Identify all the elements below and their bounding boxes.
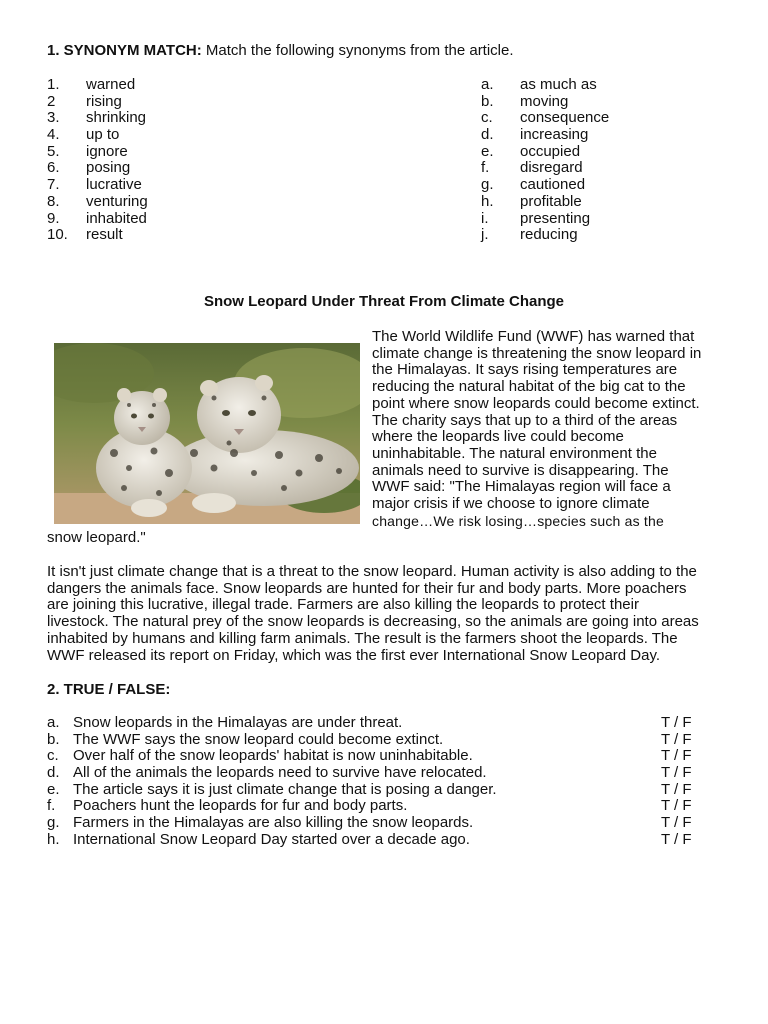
item-letter: f. <box>47 797 56 815</box>
true-false-item <box>47 815 697 832</box>
item-word: posing <box>86 159 131 177</box>
synonym-match-row <box>481 194 609 211</box>
true-false-choice: T / F <box>661 730 692 748</box>
item-letter: c. <box>47 747 59 765</box>
true-false-choice: T / F <box>661 747 692 765</box>
synonym-match-row <box>481 127 609 144</box>
intro-line: climate change is threatening the snow leopard in <box>372 344 702 362</box>
item-word: rising <box>86 92 122 110</box>
paragraph-line: livestock. The natural prey of the snow leopards is decreasing, so the animals are going into areas <box>47 613 699 631</box>
item-letter: f. <box>481 159 490 177</box>
item-statement: The article says it is just climate change that is posing a danger. <box>73 780 497 798</box>
item-letter: g. <box>47 814 60 832</box>
item-number: 6. <box>47 159 60 177</box>
synonym-word-row <box>47 110 148 127</box>
snow-leopard-photo <box>54 343 360 524</box>
item-letter: d. <box>481 126 494 144</box>
synonym-match-row <box>481 110 609 127</box>
paragraph-line: inhabited by humans and killing farm animals. The result is the farmers shoot the leopards. The <box>47 629 678 647</box>
intro-line: point where snow leopards could become extinct. <box>372 394 700 412</box>
synonym-word-list <box>47 77 148 244</box>
synonym-heading-number: 1. SYNONYM MATCH: <box>47 42 202 59</box>
intro-tail: snow leopard." <box>47 529 146 546</box>
intro-line: where the leopards live could become <box>372 428 624 446</box>
synonym-word-row <box>47 160 148 177</box>
true-false-choice: T / F <box>661 814 692 832</box>
paragraph-line: are joining this lucrative, illegal trade. Farmers are also killing the leopards to protect their <box>47 596 639 614</box>
synonym-word-row <box>47 177 148 194</box>
item-number: 8. <box>47 192 60 210</box>
intro-line: animals need to survive is disappearing. The <box>372 461 669 479</box>
synonym-match-row <box>481 227 609 244</box>
item-word: presenting <box>520 209 591 227</box>
synonym-match-row <box>481 77 609 94</box>
paragraph-line: dangers the animals face. Snow leopards are hunted for their fur and body parts. More poachers <box>47 579 687 597</box>
item-word: warned <box>86 76 136 93</box>
item-word: reducing <box>520 226 578 244</box>
true-false-heading: 2. TRUE / FALSE: <box>47 681 171 698</box>
intro-line: The charity says that up to a third of the areas <box>372 411 678 429</box>
item-letter: b. <box>481 92 494 110</box>
item-letter: i. <box>481 209 489 227</box>
item-number: 10. <box>47 226 68 244</box>
true-false-item <box>47 765 697 782</box>
true-false-item <box>47 732 697 749</box>
synonym-word-row <box>47 144 148 161</box>
synonym-word-row <box>47 211 148 228</box>
item-letter: a. <box>481 76 494 93</box>
item-word: ignore <box>86 142 128 160</box>
item-letter: c. <box>481 109 493 127</box>
synonym-match-row <box>481 144 609 161</box>
item-letter: e. <box>481 142 494 160</box>
true-false-choice: T / F <box>661 780 692 798</box>
item-number: 3. <box>47 109 60 127</box>
true-false-choice: T / F <box>661 830 692 848</box>
synonym-word-row <box>47 194 148 211</box>
intro-line: The World Wildlife Fund (WWF) has warned that <box>372 328 695 345</box>
true-false-item <box>47 798 697 815</box>
intro-line: major crisis if we choose to ignore climate <box>372 495 650 513</box>
synonym-word-row <box>47 127 148 144</box>
item-statement: Snow leopards in the Himalayas are under threat. <box>73 714 403 731</box>
item-word: as much as <box>520 76 597 93</box>
item-letter: a. <box>47 714 60 731</box>
item-word: moving <box>520 92 569 110</box>
item-number: 1. <box>47 76 60 93</box>
item-word: shrinking <box>86 109 147 127</box>
synonym-word-row <box>47 94 148 111</box>
item-letter: g. <box>481 176 494 194</box>
item-statement: Farmers in the Himalayas are also killing the snow leopards. <box>73 814 474 832</box>
paragraph-line: WWF released its report on Friday, which was the first ever International Snow Leopard Day. <box>47 646 661 664</box>
synonym-match-row <box>481 177 609 194</box>
item-word: occupied <box>520 142 581 160</box>
true-false-choice: T / F <box>661 797 692 815</box>
article-paragraph-2 <box>47 564 737 664</box>
item-number: 4. <box>47 126 60 144</box>
article-intro <box>372 329 722 529</box>
item-word: venturing <box>86 192 148 210</box>
item-statement: International Snow Leopard Day started over a decade ago. <box>73 830 470 848</box>
true-false-item <box>47 748 697 765</box>
synonym-match-row <box>481 211 609 228</box>
item-letter: j. <box>481 226 489 244</box>
item-word: up to <box>86 126 120 144</box>
paragraph-line: It isn't just climate change that is a threat to the snow leopard. Human activity is also adding to the <box>47 563 697 580</box>
intro-line: WWF said: "The Himalayas region will face a <box>372 478 671 496</box>
item-number: 7. <box>47 176 60 194</box>
item-letter: h. <box>47 830 60 848</box>
article-title: Snow Leopard Under Threat From Climate Change <box>203 293 565 310</box>
item-word: inhabited <box>86 209 147 227</box>
synonym-match-list <box>481 77 609 244</box>
true-false-choice: T / F <box>661 714 692 731</box>
item-word: increasing <box>520 126 589 144</box>
item-number: 5. <box>47 142 60 160</box>
item-word: result <box>86 226 123 244</box>
synonym-match-row <box>481 160 609 177</box>
item-letter: h. <box>481 192 494 210</box>
item-statement: All of the animals the leopards need to survive have relocated. <box>73 764 487 782</box>
item-letter: b. <box>47 730 60 748</box>
intro-line: reducing the natural habitat of the big cat to the <box>372 378 686 396</box>
item-word: consequence <box>520 109 610 127</box>
true-false-item <box>47 782 697 799</box>
intro-line-quote: change…We risk losing…species such as the <box>372 512 664 529</box>
true-false-list <box>47 715 697 849</box>
true-false-item <box>47 832 697 849</box>
item-number: 9. <box>47 209 60 227</box>
item-number: 2 <box>47 92 56 110</box>
intro-line: uninhabitable. The natural environment the <box>372 444 657 462</box>
intro-line: the Himalayas. It says rising temperatures are <box>372 361 678 379</box>
item-word: disregard <box>520 159 583 177</box>
item-word: cautioned <box>520 176 586 194</box>
item-statement: Poachers hunt the leopards for fur and body parts. <box>73 797 408 815</box>
item-word: lucrative <box>86 176 142 194</box>
synonym-word-row <box>47 227 148 244</box>
item-statement: The WWF says the snow leopard could become extinct. <box>73 730 444 748</box>
synonym-heading <box>47 43 514 60</box>
synonym-word-row <box>47 77 148 94</box>
synonym-heading-instructions: Match the following synonyms from the article. <box>201 42 514 59</box>
synonym-match-row <box>481 94 609 111</box>
item-word: profitable <box>520 192 582 210</box>
item-letter: e. <box>47 780 60 798</box>
item-statement: Over half of the snow leopards' habitat is now uninhabitable. <box>73 747 473 765</box>
item-letter: d. <box>47 764 60 782</box>
true-false-item <box>47 715 697 732</box>
true-false-choice: T / F <box>661 764 692 782</box>
